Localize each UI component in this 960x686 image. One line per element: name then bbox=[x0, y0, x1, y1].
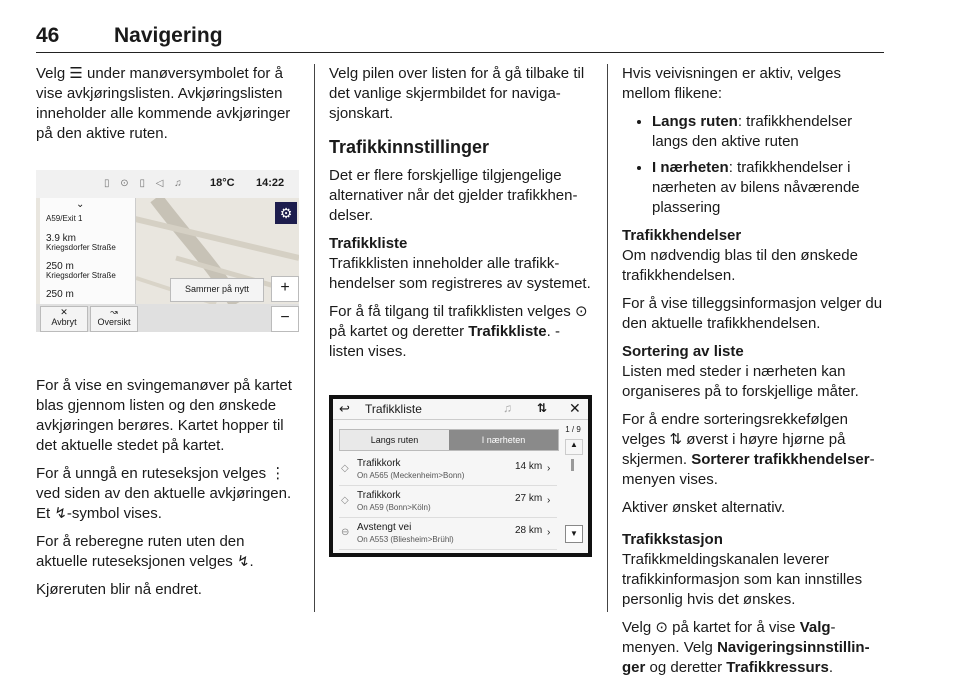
page-title: Navigering bbox=[114, 24, 223, 47]
traffic-jam-icon: ◇ bbox=[341, 495, 349, 506]
column-1 bbox=[36, 64, 298, 152]
paragraph: Velg ⊙ på kartet for å vise Valg-menyen. Velg Navigeringsinnstillinger og deretter Trafikkressurs. bbox=[622, 619, 870, 676]
avoid-icon: ↯ bbox=[54, 505, 67, 522]
list-item: • I nærheten: trafikkhendelser i nærheten av bilens nåværende plassering bbox=[652, 158, 884, 218]
paragraph: Trafikkmeldingskanalen leverer trafikkinformasjon som kan innstilles personlig hvis det ønskes. bbox=[622, 551, 863, 608]
paragraph: Velg ☰ under manøversymbolet for å vise avkjøringslisten. Avkjøringslisten inneholder alle kommende avkjøringer på den aktive ruten. bbox=[36, 65, 291, 142]
music-icon: ♫ bbox=[503, 401, 512, 415]
chevron-down-icon[interactable]: ⌄ bbox=[76, 199, 85, 210]
column-1-lower bbox=[36, 376, 298, 608]
road-closed-icon: ⊖ bbox=[341, 527, 350, 538]
turn-list bbox=[40, 198, 136, 304]
list-item[interactable]: ◇ Trafikkork On A565 (Meckenheim>Bonn) 14 km › bbox=[339, 455, 557, 486]
screenshot-traffic-list bbox=[329, 395, 592, 557]
paragraph: For å reberegne ruten uten den aktuelle ruteseksjonen velges ↯. bbox=[36, 533, 254, 570]
column-divider bbox=[314, 64, 315, 612]
paragraph: Aktiver ønsket alternativ. bbox=[622, 499, 786, 516]
close-icon[interactable]: ✕ bbox=[569, 400, 581, 416]
sort-icon: ⇅ bbox=[669, 431, 683, 448]
traffic-list-screen bbox=[333, 399, 588, 553]
paragraph: For å unngå en ruteseksjon velges ⋮ ved siden av den aktuelle avkjøringen. Et ↯-symbol vises. bbox=[36, 465, 292, 522]
back-icon[interactable]: ↩ bbox=[339, 401, 350, 416]
paragraph: Om nødvendig blas til den ønskede trafikkhendelsen. bbox=[622, 247, 858, 284]
paragraph: For å vise en svingemanøver på kartet blas gjennom listen og den ønskede avkjøringen berøres. Kartet hopper til det aktuelle stedet på kartet. bbox=[36, 377, 292, 454]
avoid-icon: ↯ bbox=[236, 553, 250, 570]
subsection-heading: Trafikkstasjon bbox=[622, 531, 723, 548]
section-heading: Trafikkinnstillinger bbox=[329, 137, 490, 157]
subsection-heading: Trafikkliste bbox=[329, 235, 408, 252]
clock: 14:22 bbox=[256, 177, 285, 189]
list-item[interactable]: ◇ Trafikkork On A59 (Bonn>Köln) 27 km › bbox=[339, 487, 557, 518]
page-indicator: 1 / 9 bbox=[565, 425, 581, 434]
paragraph: Kjøreruten blir nå endret. bbox=[36, 581, 202, 598]
screenshot-turn-list bbox=[36, 170, 299, 332]
gear-icon[interactable]: ⚙ bbox=[275, 202, 297, 224]
tab-bar bbox=[339, 429, 559, 451]
paragraph: Listen med steder i nærheten kan organiseres på to forskjellige måter. bbox=[622, 363, 859, 400]
subsection-heading: Trafikkhendelser bbox=[622, 227, 742, 244]
list-icon: ☰ bbox=[69, 65, 83, 82]
close-icon: ✕ bbox=[60, 307, 68, 317]
tab-options-list bbox=[622, 112, 884, 218]
column-divider bbox=[607, 64, 608, 612]
scroll-up-button: ▲ bbox=[565, 439, 583, 455]
cancel-button[interactable]: ✕ Avbryt bbox=[40, 306, 88, 332]
route-icon: ↝ bbox=[110, 307, 118, 317]
list-item: • Langs ruten: trafikkhendelser langs den aktive ruten bbox=[652, 112, 884, 152]
paragraph: For å få tilgang til trafikklisten velges ⊙ på kartet og deretter Trafikkliste. -listen vises. bbox=[329, 303, 588, 360]
status-bar bbox=[36, 170, 299, 198]
subsection-heading: Sortering av liste bbox=[622, 343, 744, 360]
sort-icon[interactable]: ⇅ bbox=[537, 401, 548, 415]
zoom-in-button[interactable]: + bbox=[271, 276, 299, 302]
temperature: 18°C bbox=[210, 177, 235, 189]
page-number: 46 bbox=[36, 24, 60, 47]
overview-button[interactable]: ↝ Oversikt bbox=[90, 306, 138, 332]
paragraph: Trafikklisten inneholder alle trafikkhendelser som registreres av systemet. bbox=[329, 255, 591, 292]
column-2 bbox=[329, 64, 591, 370]
screen-title: Trafikkliste bbox=[365, 402, 422, 416]
list-item[interactable]: 3.9 km Kriegsdorfer Straße bbox=[46, 233, 116, 252]
paragraph: For å endre sorteringsrekkefølgen velges ⇅ øverst i høyre hjørne på skjermen. Sorterer trafikkhendelser-menyen vises. bbox=[622, 411, 875, 488]
column-3 bbox=[622, 64, 884, 686]
chevron-right-icon: › bbox=[547, 463, 551, 474]
traffic-jam-icon: ◇ bbox=[341, 463, 349, 474]
target-icon: ⊙ bbox=[574, 303, 588, 320]
scrollbar[interactable] bbox=[563, 425, 583, 549]
list-item[interactable]: A59/Exit 1 bbox=[46, 214, 83, 223]
list-item[interactable]: 250 m bbox=[46, 289, 74, 300]
list-item[interactable]: 250 m Kriegsdorfer Straße bbox=[46, 261, 116, 280]
paragraph: Velg pilen over listen for å gå tilbake til det vanlige skjermbildet for navigasjonskart. bbox=[329, 65, 585, 122]
tab-along-route[interactable]: Langs ruten bbox=[340, 430, 449, 450]
scroll-down-button: ▼ bbox=[565, 525, 583, 543]
target-icon: ⊙ bbox=[655, 619, 668, 636]
chevron-right-icon: › bbox=[547, 495, 551, 506]
status-icons: ▯ ⊙ ▯ ◁ ♫ bbox=[104, 178, 186, 189]
chevron-right-icon: › bbox=[547, 527, 551, 538]
page-header bbox=[36, 24, 884, 53]
screen-header bbox=[333, 399, 588, 420]
paragraph: For å vise tilleggsinformasjon velger du den aktuelle trafikkhendelsen. bbox=[622, 295, 883, 332]
zoom-out-button[interactable]: − bbox=[271, 306, 299, 332]
paragraph: Hvis veivisningen er aktiv, velges mellom flikene: bbox=[622, 65, 841, 102]
restart-button[interactable]: Samrner på nytt bbox=[170, 278, 264, 302]
paragraph: Det er flere forskjellige tilgjengelige alternativer når det gjelder trafikkhendelser. bbox=[329, 167, 578, 224]
scroll-thumb bbox=[571, 459, 574, 471]
list-item[interactable]: ⊖ Avstengt vei On A553 (Bliesheim>Brühl) 28 km › bbox=[339, 519, 557, 550]
tab-nearby[interactable]: I nærheten bbox=[449, 430, 558, 450]
more-options-icon: ⋮ bbox=[270, 465, 286, 482]
